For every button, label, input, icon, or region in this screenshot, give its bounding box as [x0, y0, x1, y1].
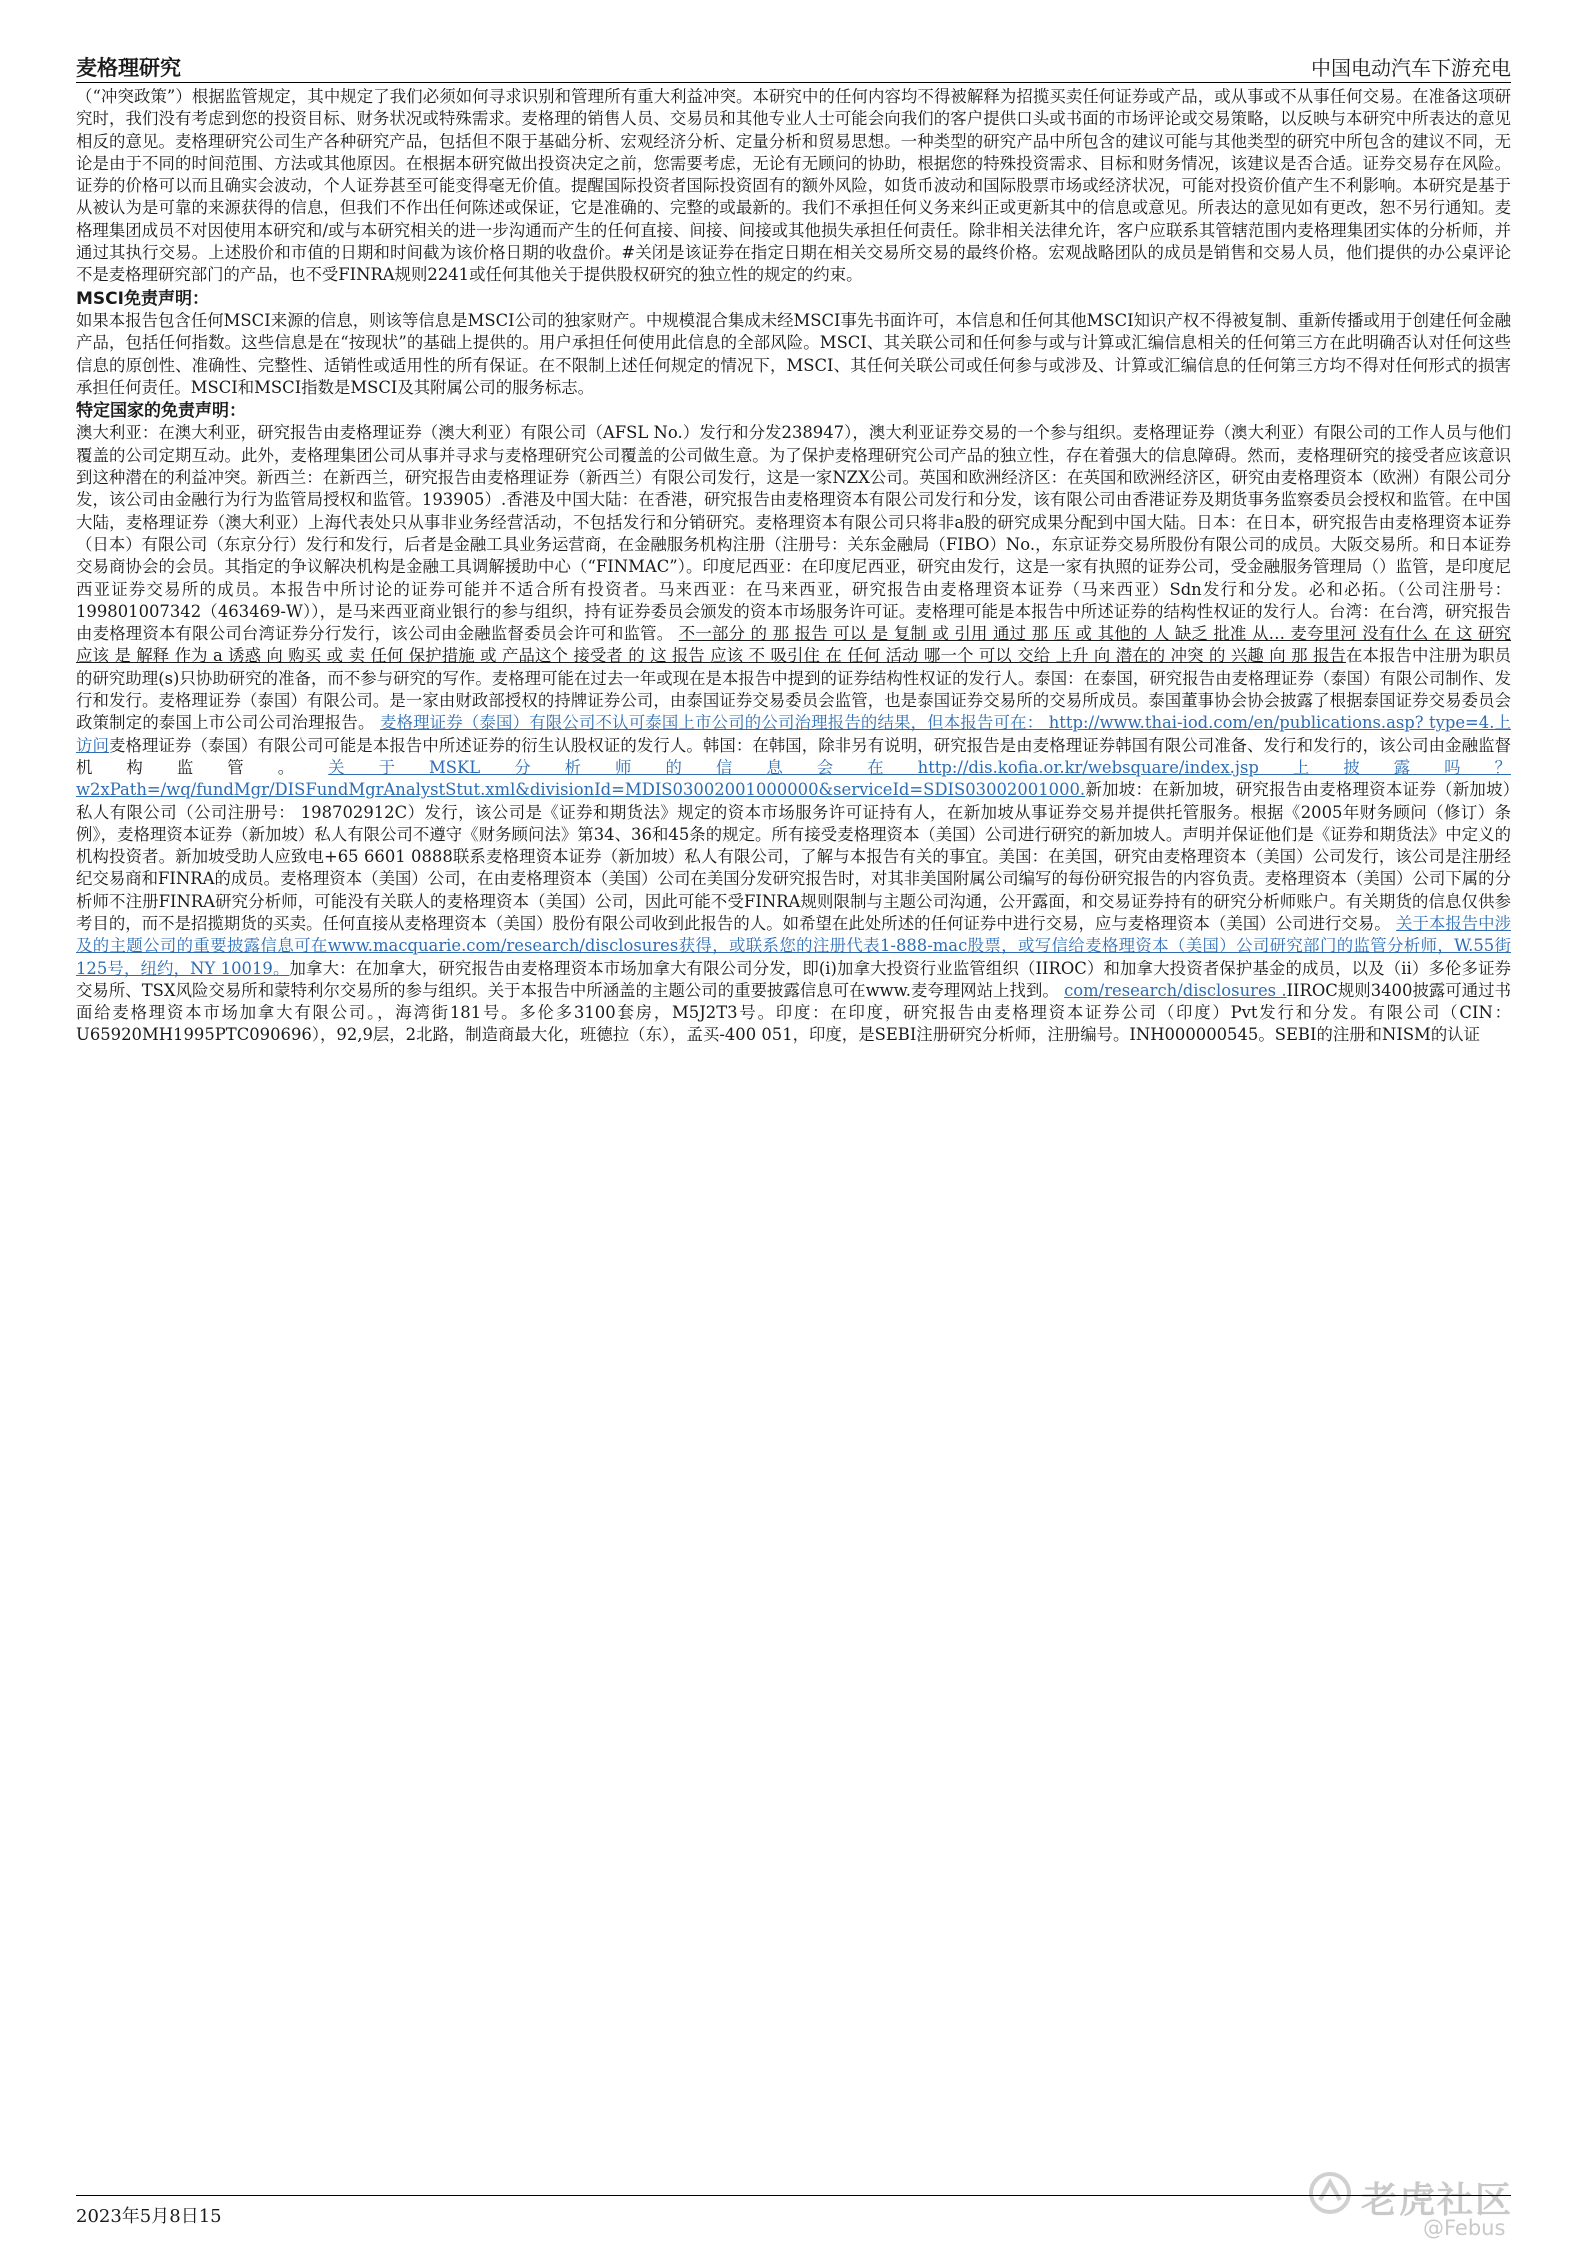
- header-report-title: 中国电动汽车下游充电: [1311, 56, 1511, 80]
- country-text-part5: 加拿大：在加拿大，研究报告由麦格理资本市场加拿大有限公司分发，即(i)加拿大投资行业监管组织（IIROC）和加拿大投资者保护基金的成员，以及（ii）多伦多证券交易所、TSX风险交易所和蒙特利尔交易所的参与组织。关于本报告中所涵盖的主题公司的重要披露信息可在www.麦夸理网站上找到。: [76, 958, 1511, 1000]
- msci-heading: MSCI免责声明：: [76, 288, 209, 309]
- paragraph-country-disclaimer: [76, 422, 1511, 1046]
- footer-date-page: 2023年5月8日15: [76, 2206, 222, 2227]
- document-body: [76, 86, 1511, 1047]
- macquarie-disclosures-link[interactable]: 关于本报告中涉及的主题公司的重要披露信息可在www.macquarie.com/research/disclosures获得，或联系您的注册代表1-888-mac股票，或写信给麦格理资本（美国）公司研究部门的监管分析师，W.55街125号，纽约，NY 10019。: [76, 913, 1512, 978]
- watermark-user: @Febus: [1423, 2216, 1506, 2240]
- country-heading: 特定国家的免责声明：: [76, 401, 246, 422]
- thai-iod-link[interactable]: 麦格理证券（泰国）有限公司不认可泰国上市公司的公司治理报告的结果，但本报告可在： http://www.thai-iod.com/en/publications.asp? type=4.上访问: [76, 713, 1511, 755]
- underlined-machine-translation: 不一部分 的 那 报告 可以 是 复制 或 引用 通过 那 压 或 其他的 人 缺乏 批准 从… 麦夸里河 没有什么 在 这 研究 应该 是 解释 作为 a 诱惑 向 购买 或 卖 任何 保护措施 或 产品这个 接受者 的 这 报告 应该 不 吸引住 在 任何 活动 哪一个 可以 交给 上升 向 潜在的 冲突 的 兴趣 向 那 报告: [76, 624, 1512, 666]
- kofia-link[interactable]: 关于MSKL分析师的信息会在http://dis.kofia.or.kr/websquare/index.jsp上披露吗？w2xPath=/wq/fundMgr/DISFundMgrAnalystStut.xml&divisionId=MDIS03002001000000&serviceId=SDIS03002001000.: [76, 757, 1511, 800]
- country-text-part2: 在本报告中注册为职员的研究助理(s)只协助研究的准备，而不参与研究的写作。麦格理可能在过去一年或现在是本报告中提到的证券结构性权证的发行人。泰国：在泰国，研究报告由麦格理证券（泰国）有限公司制作、发行和发行。麦格理证券（泰国）有限公司。是一家由财政部授权的持牌证券公司，由泰国证券交易委员会监管，也是泰国证券交易所的交易所成员。泰国董事协会协会披露了根据泰国证券交易委员会政策制定的泰国上市公司公司治理报告。: [76, 646, 1511, 733]
- country-text-part4: 新加坡：在新加坡，研究报告由麦格理资本证券（新加坡）私人有限公司（公司注册号： 198702912C）发行，该公司是《证券和期货法》规定的资本市场服务许可证持有人，在新加坡从事证券交易并提供托管服务。根据《2005年财务顾问（修订）条例》，麦格理资本证券（新加坡）私人有限公司不遵守《财务顾问法》第34、36和45条的规定。所有接受麦格理资本（美国）公司进行研究的新加坡人。声明并保证他们是《证券和期货法》中定义的机构投资者。新加坡受助人应致电+65 6601 0888联系麦格理资本证券（新加坡）私人有限公司，了解与本报告有关的事宜。美国：在美国，研究由麦格理资本（美国）公司发行，该公司是注册经纪交易商和FINRA的成员。麦格理资本（美国）公司，在由麦格理资本（美国）公司在美国分发研究报告时，对其非美国附属公司编写的每份研究报告的内容负责。麦格理资本（美国）公司下属的分析师不注册FINRA研究分析师，可能没有关联人的麦格理资本（美国）公司，因此可能不受FINRA规则限制与主题公司沟通，公开露面，和交易证券持有的研究分析师账户。有关期货的信息仅供参考目的，而不是招揽期货的买卖。任何直接从麦格理资本（美国）股份有限公司收到此报告的人。如希望在此处所述的任何证券中进行交易，应与麦格理资本（美国）公司进行交易。: [76, 780, 1511, 933]
- research-disclosures-link[interactable]: com/research/disclosures .: [1064, 980, 1287, 1000]
- paragraph-msci-disclaimer: 如果本报告包含任何MSCI来源的信息，则该等信息是MSCI公司的独家财产。中规模混合集成未经MSCI事先书面许可，本信息和任何其他MSCI知识产权不得被复制、重新传播或用于创建任何金融产品，包括任何指数。这些信息是在“按现状”的基础上提供的。用户承担任何使用此信息的全部风险。MSCI、其关联公司和任何参与或与计算或汇编信息相关的任何第三方在此明确否认对任何这些信息的原创性、准确性、完整性、适销性或适用性的所有保证。在不限制上述任何规定的情况下，MSCI、其任何关联公司或任何参与或涉及、计算或汇编信息的任何第三方均不得对任何形式的损害承担任何责任。MSCI和MSCI指数是MSCI及其附属公司的服务标志。: [76, 310, 1511, 397]
- header-brand: 麦格理研究: [76, 56, 181, 80]
- page-header: [76, 52, 1511, 83]
- country-text-part1: 澳大利亚：在澳大利亚，研究报告由麦格理证券（澳大利亚）有限公司（AFSL No.）发行和分发238947），澳大利亚证券交易的一个参与组织。麦格理证券（澳大利亚）有限公司的工作人员与他们覆盖的公司定期互动。此外，麦格理集团公司从事并寻求与麦格理研究公司覆盖的公司做生意。为了保护麦格理研究公司产品的独立性，存在着强大的信息障碍。然而，麦格理研究的接受者应该意识到这种潜在的利益冲突。新西兰：在新西兰，研究报告由麦格理证券（新西兰）有限公司发行，这是一家NZX公司。英国和欧洲经济区：在英国和欧洲经济区，研究由麦格理资本（欧洲）有限公司分发，该公司由金融行为行为监管局授权和监管。193905）.香港及中国大陆：在香港，研究报告由麦格理资本有限公司发行和分发，该有限公司由香港证券及期货事务监察委员会授权和监管。在中国大陆，麦格理证券（澳大利亚）上海代表处只从事非业务经营活动，不包括发行和分销研究。麦格理资本有限公司只将非a股的研究成果分配到中国大陆。日本：在日本，研究报告由麦格理资本证券（日本）有限公司（东京分行）发行和发行，后者是金融工具业务运营商，在金融服务机构注册（注册号：关东金融局（FIBO）No.，东京证券交易所股份有限公司的成员。大阪交易所。和日本证券交易商协会的会员。其指定的争议解决机构是金融工具调解援助中心（“FINMAC”）。印度尼西亚：在印度尼西亚，研究由发行，这是一家有执照的证券公司，受金融服务管理局（）监管，是印度尼西亚证券交易所的成员。本报告中所讨论的证券可能并不适合所有投资者。马来西亚：在马来西亚，研究报告由麦格理资本证券（马来西亚）Sdn发行和分发。必和必拓。（公司注册号： 199801007342（463469-W）），是马来西亚商业银行的参与组织，持有证券委员会颁发的资本市场服务许可证。麦格理可能是本报告中所述证券的结构性权证的发行人。台湾：在台湾，研究报告由麦格理资本有限公司台湾证券分行发行，该公司由金融监督委员会许可和监管。: [76, 423, 1511, 644]
- page-footer: [76, 2195, 1511, 2227]
- watermark-brand: 老虎社区: [1361, 2180, 1514, 2221]
- country-text-part3: 麦格理证券（泰国）有限公司可能是本报告中所述证券的衍生认股权证的发行人。韩国：在韩国，除非另有说明，研究报告是由麦格理证券韩国有限公司准备、发行和发行的，该公司由金融监督机构监管。: [76, 735, 1512, 777]
- paragraph-research-disclaimer: （“冲突政策”）根据监管规定，其中规定了我们必须如何寻求识别和管理所有重大利益冲突。本研究中的任何内容均不得被解释为招揽买卖任何证券或产品，或从事或不从事任何交易。在准备这项研究时，我们没有考虑到您的投资目标、财务状况或特殊需求。麦格理的销售人员、交易员和其他专业人士可能会向我们的客户提供口头或书面的市场评论或交易策略，以反映与本研究中所表达的意见相反的意见。麦格理研究公司生产各种研究产品，包括但不限于基础分析、宏观经济分析、定量分析和贸易思想。一种类型的研究产品中所包含的建议可能与其他类型的研究中所包含的建议不同，无论是由于不同的时间范围、方法或其他原因。在根据本研究做出投资决定之前，您需要考虑，无论有无顾问的协助，根据您的特殊投资需求、目标和财务情况，该建议是否合适。证券交易存在风险。证券的价格可以而且确实会波动，个人证券甚至可能变得毫无价值。提醒国际投资者国际投资固有的额外风险，如货币波动和国际股票市场或经济状况，可能对投资价值产生不利影响。本研究是基于从被认为是可靠的来源获得的信息，但我们不作出任何陈述或保证，它是准确的、完整的或最新的。我们不承担任何义务来纠正或更新其中的信息或意见。所表达的意见如有更改，恕不另行通知。麦格理集团成员不对因使用本研究和/或与本研究相关的进一步沟通而产生的任何直接、间接、间接或其他损失承担任何责任。除非相关法律允许，客户应联系其管辖范围内麦格理集团实体的分析师，并通过其执行交易。上述股价和市值的日期和时间截为该价格日期的收盘价。#关闭是该证券在指定日期在相关交易所交易的最终价格。宏观战略团队的成员是销售和交易人员，他们提供的办公桌评论不是麦格理研究部门的产品，也不受FINRA规则2241或任何其他关于提供股权研究的独立性的规定的约束。: [76, 87, 1511, 285]
- country-text-part6: IIROC规则3400披露可通过书面给麦格理资本市场加拿大有限公司。，海湾街181号。多伦多3100套房，M5J2T3号。印度：在印度，研究报告由麦格理资本证券公司（印度）Pvt发行和分发。有限公司（CIN： U65920MH1995PTC090696），92,9层，2北路，制造商最大化，班德拉（东），孟买-400 051，印度，是SEBI注册研究分析师，注册编号。INH000000545。SEBI的注册和NISM的认证: [76, 980, 1511, 1045]
